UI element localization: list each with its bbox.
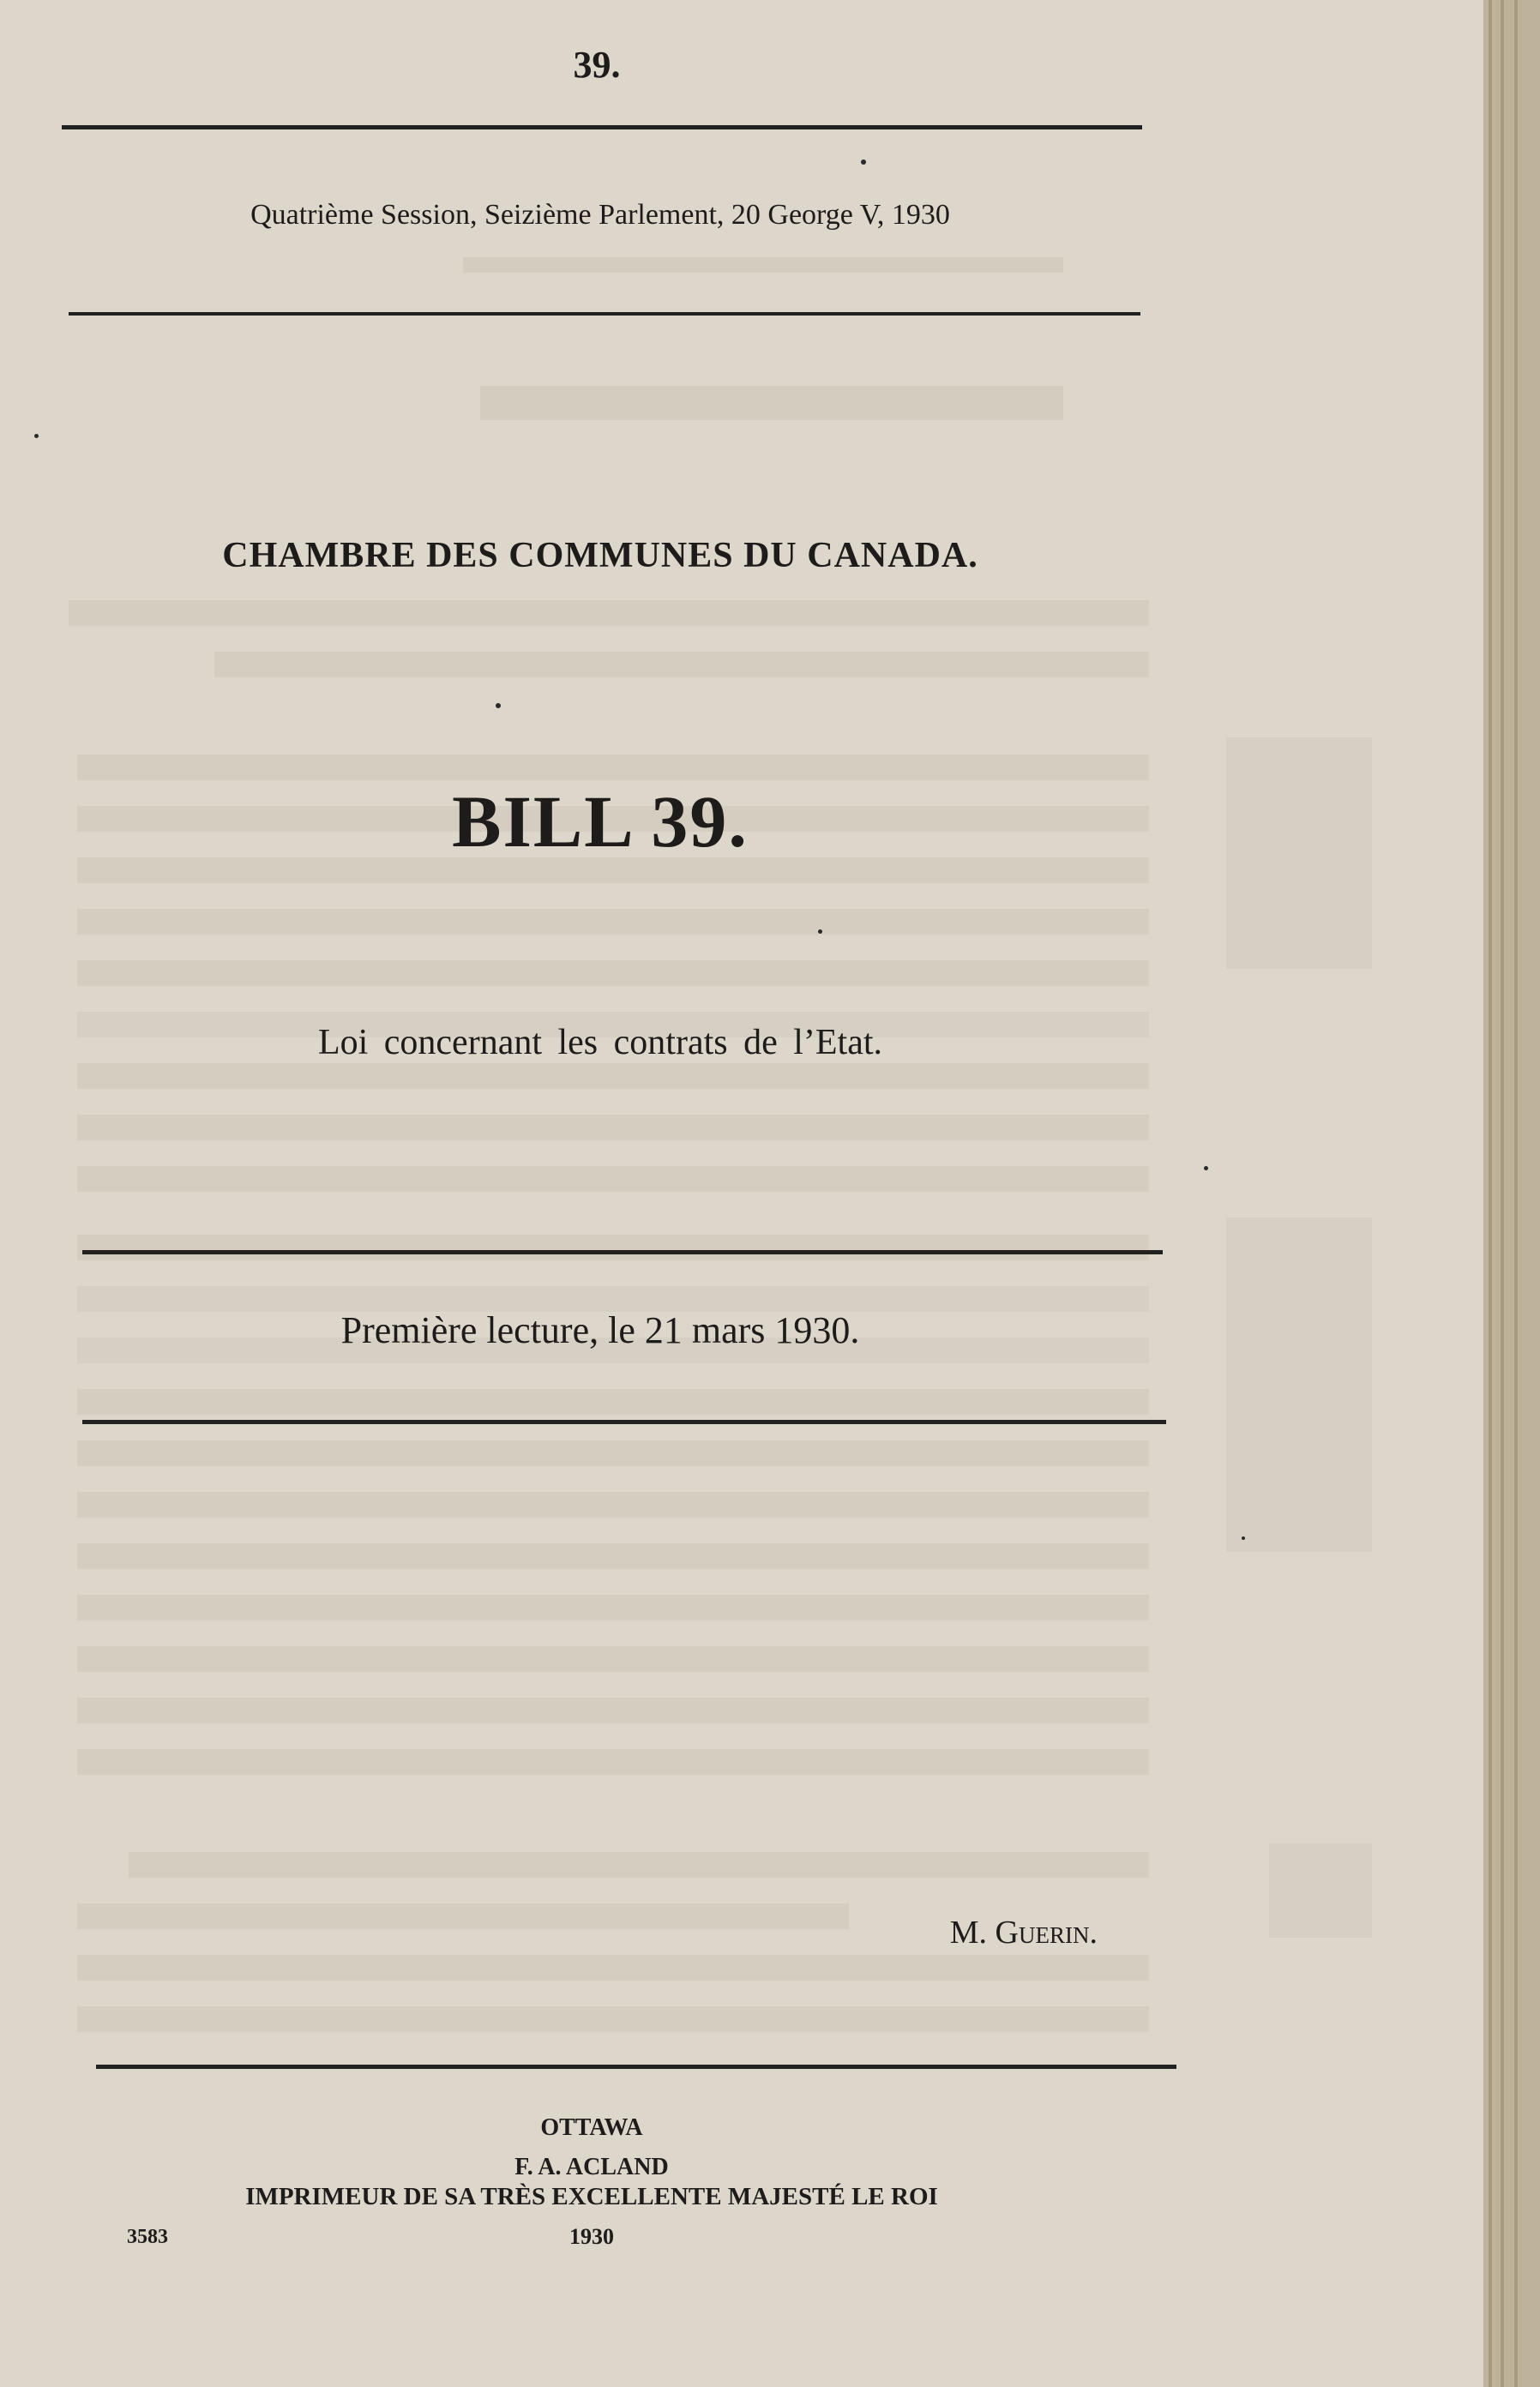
reading-top-rule [82,1250,1163,1254]
top-rule [62,125,1142,129]
ink-speck [861,159,866,165]
page-edge-stripe [1514,0,1518,2387]
document-code: 3583 [127,2226,168,2248]
imprint-printer: F. A. ACLAND [514,2154,669,2180]
page-number: 39. [573,44,621,86]
ink-speck [1242,1536,1245,1540]
ink-speck [496,703,501,708]
ink-speck [818,929,822,934]
house-heading: CHAMBRE DES COMMUNES DU CANADA. [222,536,978,575]
session-line: Quatrième Session, Seizième Parlement, 20 George V, 1930 [250,199,950,231]
ink-speck [1204,1166,1208,1170]
sponsor-name: M. Guerin. [949,1915,1098,1951]
bill-subject: Loi concernant les contrats de l’Etat. [317,1023,883,1062]
ink-speck [34,434,39,438]
session-rule [69,312,1140,316]
first-reading-line: Première lecture, le 21 mars 1930. [340,1309,860,1351]
imprint-city: OTTAWA [540,2114,643,2141]
imprint-year: 1930 [569,2224,614,2249]
reading-bottom-rule [82,1420,1166,1424]
imprint-rule [96,2065,1176,2069]
imprint-printer-title: IMPRIMEUR DE SA TRÈS EXCELLENTE MAJESTÉ LE ROI [245,2183,938,2210]
bill-title: BILL 39. [452,780,749,863]
